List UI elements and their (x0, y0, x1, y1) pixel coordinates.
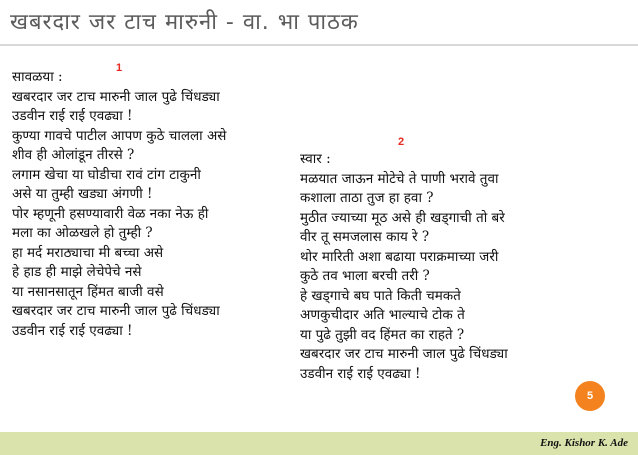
stanza2-line: स्वार : (300, 151, 331, 167)
stanza1-line: असे या तुम्ही खड्या अंगणी ! (12, 186, 153, 202)
stanza2-line: मळयात जाऊन मोटेचे ते पाणी भरावे तुवा (300, 170, 499, 187)
stanza1-line: या नसानसातून हिंमत बाजी वसे (12, 283, 164, 300)
stanza2-line: कुठे तव भाला बरची तरी ? (300, 268, 430, 284)
stanza1-line: खबरदार जर टाच मारुनी जाल पुढे चिंधड्या (12, 303, 220, 319)
stanza2-line: कशाला ताठा तुज हा हवा ? (300, 190, 434, 206)
stanza1-line: सावळया : (12, 69, 63, 85)
stanza2-line: वीर तू समजलास काय रे ? (300, 229, 430, 245)
stanza1-line: उडवीन राई राई एवढ्या ! (12, 108, 133, 124)
page-number-badge (575, 381, 605, 411)
stanza2-line: या पुढे तुझी वद हिंमत का राहते ? (300, 326, 465, 343)
stanza1-line: कुण्या गावचे पाटील आपण कुठे चालला असे (12, 127, 227, 144)
stanza-2-marker: 2 (398, 136, 405, 148)
stanza-1-marker: 1 (116, 62, 123, 74)
stanza-2 (300, 150, 508, 384)
title-divider (0, 44, 638, 46)
stanza2-line: मुठीत ज्याच्या मूठ असे ही खड्गाची तो बरे (300, 209, 505, 226)
stanza1-line: खबरदार जर टाच मारुनी जाल पुढे चिंधड्या (12, 88, 220, 105)
stanza1-line: उडवीन राई राई एवढ्या ! (12, 322, 133, 339)
stanza1-line: पोर म्हणूनी हसण्यावारी वेळ नका नेऊ ही (12, 205, 209, 222)
slide-title: खबरदार जर टाच मारुनी - वा. भा पाठक (10, 10, 359, 35)
stanza1-line: हे हाड ही माझे लेचेपेचे नसे (12, 264, 142, 280)
stanza2-line: अणकुचीदार अति भाल्याचे टोक ते (300, 307, 465, 323)
footer-credit: Eng. Kishor K. Ade (540, 437, 628, 449)
stanza2-line: थोर मारिती अशा बढाया पराक्रमाच्या जरी (300, 248, 499, 265)
page-number: 5 (586, 390, 594, 402)
stanza1-line: मला का ओळखले हो तुम्ही ? (12, 225, 153, 241)
stanza-1 (12, 68, 226, 341)
stanza1-line: लगाम खेचा या घोडीचा रावं टांग टाकुनी (12, 166, 201, 183)
stanza1-line: हा मर्द मराठ्याचा मी बच्चा असे (12, 244, 164, 261)
stanza1-line: शीव ही ओलांडून तीरसे ? (12, 147, 135, 163)
stanza2-line: हे खड्गाचे बघ पाते किती चमकते (300, 287, 461, 304)
stanza2-line: उडवीन राई राई एवढ्या ! (300, 365, 421, 382)
stanza2-line: खबरदार जर टाच मारुनी जाल पुढे चिंधड्या (300, 346, 508, 362)
